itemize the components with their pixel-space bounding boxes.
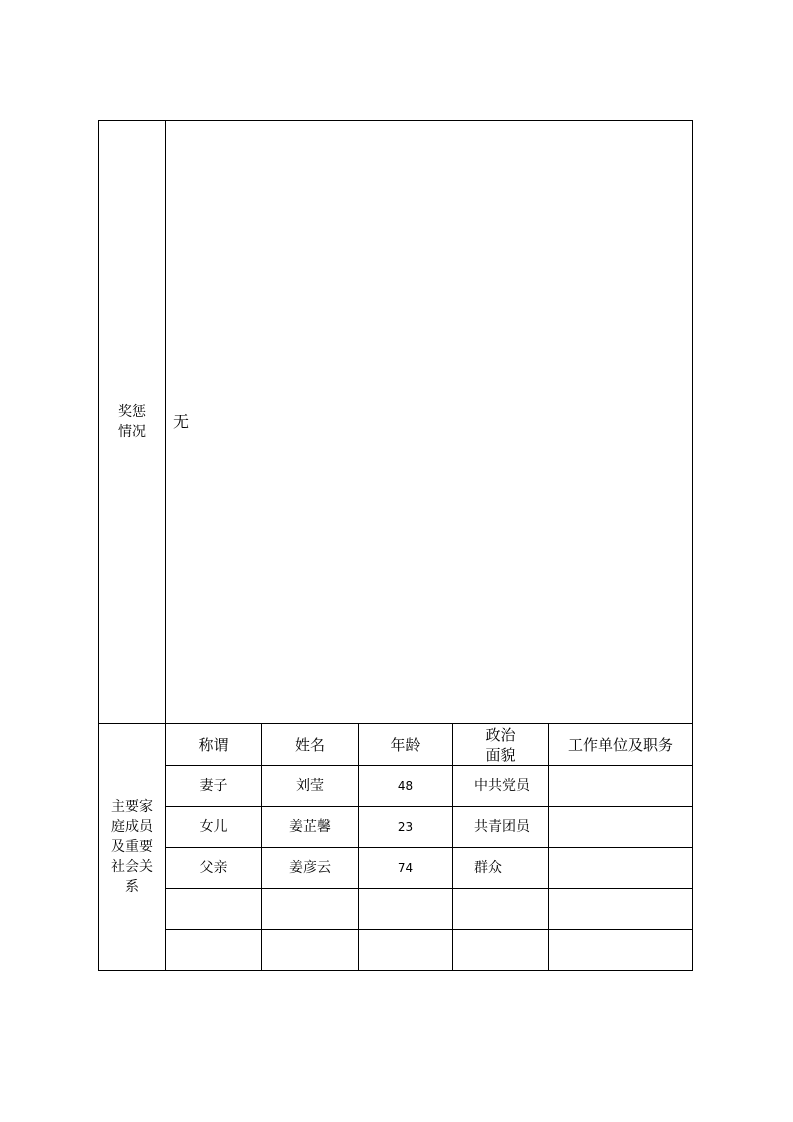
age-cell: 48 <box>359 766 453 807</box>
political-cell: 中共党员 <box>453 766 549 807</box>
relation-cell: 妻子 <box>166 766 262 807</box>
age-cell: 23 <box>359 807 453 848</box>
name-cell <box>262 889 359 930</box>
work-cell <box>549 807 693 848</box>
political-cell: 共青团员 <box>453 807 549 848</box>
relation-cell: 父亲 <box>166 848 262 889</box>
family-row <box>99 889 693 930</box>
personnel-form-table <box>98 120 693 971</box>
family-row <box>99 848 693 889</box>
header-work: 工作单位及职务 <box>549 724 693 766</box>
awards-label-line: 奖惩 <box>118 404 146 420</box>
work-cell <box>549 848 693 889</box>
political-cell <box>453 889 549 930</box>
family-header-row <box>99 724 693 766</box>
header-political-line: 政治 <box>485 725 516 744</box>
family-label-line: 社会关 <box>111 859 153 875</box>
work-cell <box>549 766 693 807</box>
family-row <box>99 807 693 848</box>
age-cell: 74 <box>359 848 453 889</box>
awards-content: 无 <box>166 121 693 724</box>
political-cell <box>453 930 549 971</box>
age-cell <box>359 930 453 971</box>
relation-cell <box>166 930 262 971</box>
relation-cell <box>166 889 262 930</box>
family-label-line: 系 <box>125 879 139 895</box>
name-cell: 刘莹 <box>262 766 359 807</box>
header-political <box>453 724 549 766</box>
age-cell <box>359 889 453 930</box>
name-cell: 姜芷馨 <box>262 807 359 848</box>
political-cell: 群众 <box>453 848 549 889</box>
name-cell <box>262 930 359 971</box>
family-label-line: 庭成员 <box>111 819 153 835</box>
family-label <box>99 724 166 971</box>
work-cell <box>549 889 693 930</box>
work-cell <box>549 930 693 971</box>
family-label-line: 及重要 <box>111 839 153 855</box>
awards-label-line: 情况 <box>118 424 146 440</box>
name-cell: 姜彦云 <box>262 848 359 889</box>
family-row <box>99 766 693 807</box>
header-relation: 称谓 <box>166 724 262 766</box>
awards-label <box>99 121 166 724</box>
header-political-line: 面貌 <box>485 745 516 764</box>
relation-cell: 女儿 <box>166 807 262 848</box>
family-row <box>99 930 693 971</box>
header-name: 姓名 <box>262 724 359 766</box>
family-label-line: 主要家 <box>111 799 153 815</box>
awards-row <box>99 121 693 724</box>
header-age: 年龄 <box>359 724 453 766</box>
